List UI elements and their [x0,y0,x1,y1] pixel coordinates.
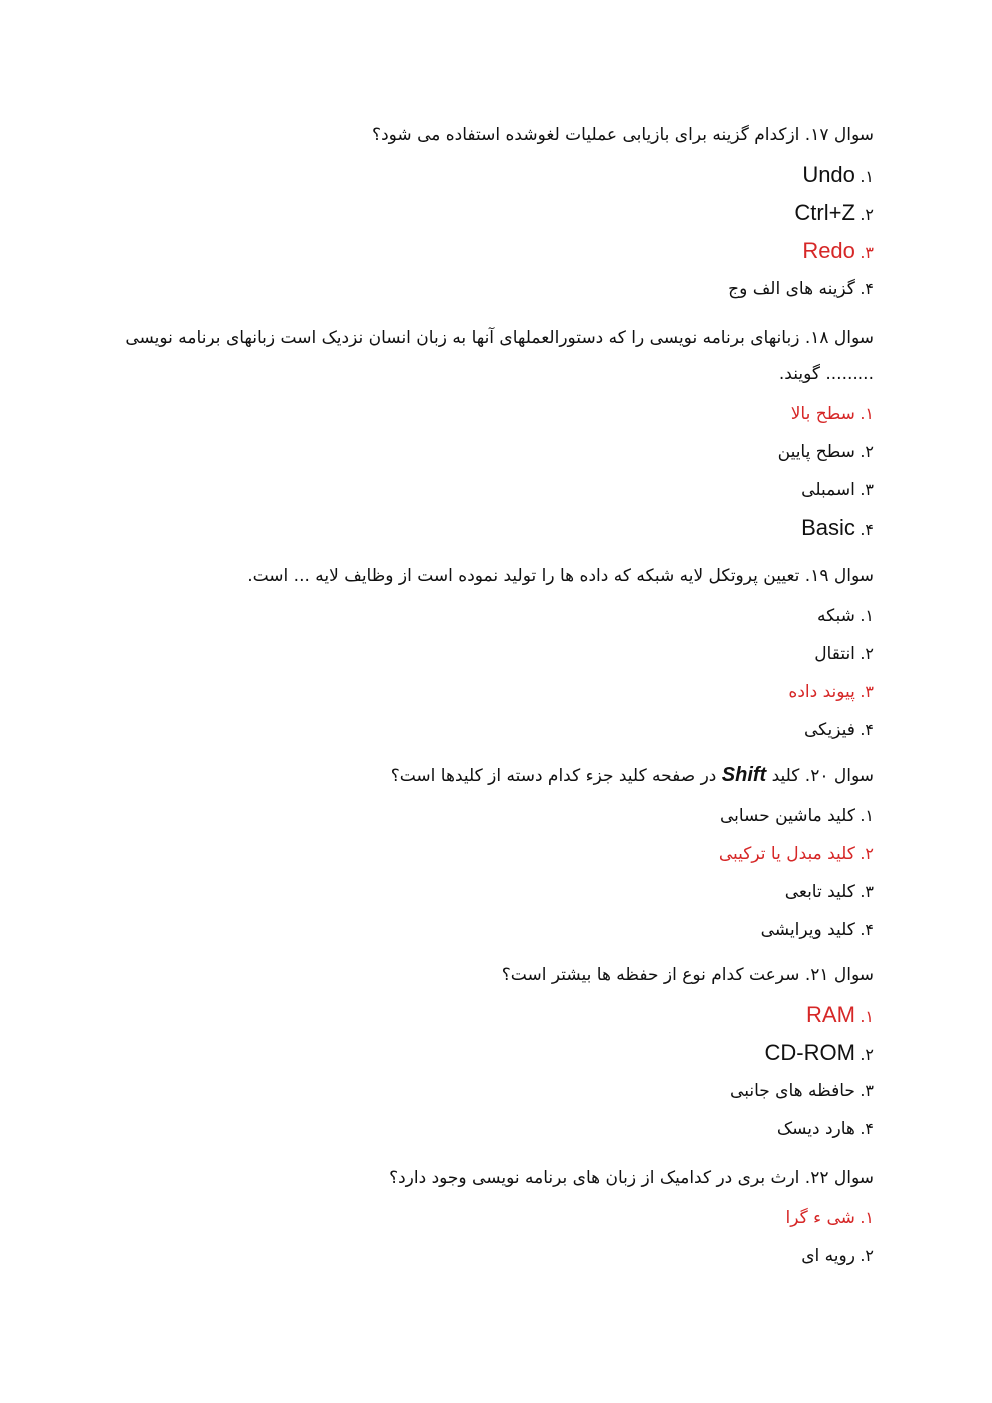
option-text: شی ء گرا [785,1208,855,1228]
answer-option [114,635,874,673]
answer-option [114,1237,874,1275]
option-number: ۱. [860,606,874,625]
option-number: ۲. [860,1246,874,1265]
option-text: کلید مبدل یا ترکیبی [718,844,855,864]
option-text: Undo [802,162,855,187]
answer-option-correct [114,996,874,1034]
option-number: ۱. [860,806,874,825]
option-text: Basic [801,515,855,540]
answer-option [114,1072,874,1110]
option-text: انتقال [814,644,855,664]
option-number: ۳. [860,243,874,262]
answer-option [114,797,874,835]
option-number: ۲. [860,1045,874,1064]
option-number: ۳. [860,480,874,499]
option-text: رویه ای [801,1246,855,1266]
question-18 [114,320,874,547]
option-text: RAM [806,1002,855,1027]
question-text: سوال ۱۹. تعیین پروتکل لایه شبکه که داده ها را تولید نموده است از وظایف لایه ... است. [247,566,874,586]
answer-options [114,996,874,1148]
option-number: ۱. [860,1208,874,1227]
option-number: ۳. [860,1081,874,1100]
question-21 [114,957,874,1148]
option-number: ۴. [860,1119,874,1138]
answer-options [114,597,874,749]
option-text: حافظه های جانبی [730,1081,855,1101]
question-text: سوال ۱۸. زبانهای برنامه نویسی را که دستورالعملهای آنها به زبان انسان نزدیک است زبانهای برنامه نویسی ......... گویند. [125,328,874,384]
option-text: سطح پایین [777,442,855,462]
option-number: ۱. [860,167,874,186]
question-22 [114,1160,874,1275]
option-text: کلید تابعی [784,882,855,902]
question-text: سوال ۲۱. سرعت کدام نوع از حفظه ها بیشتر است؟ [501,965,874,985]
question-20 [114,757,874,949]
answer-option [114,1034,874,1072]
option-number: ۳. [860,682,874,701]
option-number: ۲. [860,205,874,224]
answer-option-correct [114,1199,874,1237]
option-number: ۱. [860,1007,874,1026]
option-number: ۴. [860,920,874,939]
answer-option [114,270,874,308]
option-text: Ctrl+Z [794,200,855,225]
answer-options [114,1199,874,1275]
question-text-end: در صفحه کلید جزء کدام دسته از کلیدها است؟ [390,766,717,786]
question-text-start: سوال ۲۰. کلید [771,766,874,786]
option-number: ۳. [860,882,874,901]
option-text: کلید ویرایشی [760,920,855,940]
option-text: Redo [802,238,855,263]
option-text: هارد دیسک [776,1119,855,1139]
option-number: ۴. [860,720,874,739]
option-number: ۲. [860,442,874,461]
answer-option [114,156,874,194]
answer-option [114,1110,874,1148]
option-text: گزینه های الف وج [728,279,855,299]
answer-option-correct [114,395,874,433]
answer-option [114,911,874,949]
answer-options [114,395,874,547]
answer-option [114,597,874,635]
question-text: سوال ۲۲. ارث بری در کدامیک از زبان های برنامه نویسی وجود دارد؟ [389,1168,874,1188]
option-text: فیزیکی [803,720,855,740]
answer-option [114,433,874,471]
option-number: ۴. [860,279,874,298]
option-text: اسمبلی [801,480,855,500]
answer-option [114,873,874,911]
answer-option-correct [114,673,874,711]
answer-options [114,156,874,308]
question-text: سوال ۱۷. ازکدام گزینه برای بازیابی عملیات لغوشده استفاده می شود؟ [372,125,874,145]
option-text: شبکه [817,606,855,626]
option-text: کلید ماشین حسابی [719,806,855,826]
answer-option-correct [114,835,874,873]
answer-option [114,509,874,547]
option-number: ۲. [860,644,874,663]
question-17 [114,117,874,308]
shift-key-label: Shift [721,764,767,786]
question-text [114,757,874,794]
option-number: ۱. [860,404,874,423]
option-number: ۲. [860,844,874,863]
option-number: ۴. [860,520,874,539]
answer-option [114,194,874,232]
answer-option-correct [114,232,874,270]
option-text: CD-ROM [764,1040,855,1065]
answer-option [114,711,874,749]
answer-option [114,471,874,509]
answer-options [114,797,874,949]
option-text: سطح بالا [790,404,855,424]
question-19 [114,558,874,749]
option-text: پیوند داده [788,682,855,702]
